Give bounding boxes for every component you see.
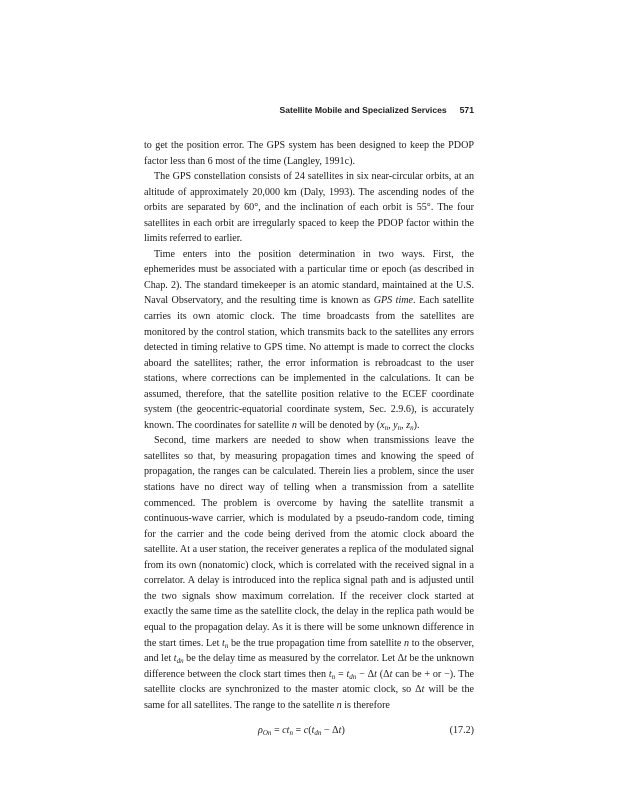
equation-formula: $\rho_{On} = ct_n = c(t_{dn} - \Delta t)$ xyxy=(258,725,345,738)
term-gps-time: GPS time xyxy=(373,295,414,307)
paragraph-time-markers: Second, time markers are needed to show when transmissions leave the satellites so that, by measuring propagation times and knowing the speed of propagation, the ranges can be calculated. Therein lies a problem, since the user stations have no direct way of telling when a transmission from a satellite commenced. The problem is overcome by having the satellite transmit a continuous-wave carrier, which is modulated by a pseudo-random code, timing for the carrier and the code being derived from the atomic clock aboard the satellite. At a user station, the receiver generates a replica of the modulated signal from its own (nonatomic) clock, which is correlated with the received signal in a correlator. A delay is introduced into the replica signal path and is adjusted until the two signals show maximum correlation. If the receiver clock started at exactly the same time as the satellite clock, the delay in the replica path would be equal to the propagation delay. As it is there will be some unknown difference in the start times. Let $t_n$ be the true propagation time from satellite n to the observer, and let $t_{dn}$ be the delay time as measured by the correlator. Let Δt be the unknown difference between the clock start times then $t_n = t_{dn} - \Delta t$ (Δt can be + or −). The satellite clocks are synchronized to the master atomic clock, so Δt will be the same for all satellites. The range to the satellite n is therefore xyxy=(144,435,475,711)
running-header xyxy=(144,104,474,117)
paragraph-time-determination: Time enters into the position determination in two ways. First, the ephemerides must be associated with a particular time or epoch (as described in Chap. 2). The standard timekeeper is an atomic standard, maintained at the U.S. Naval Observatory, and the resulting time is known as GPS time. Each satellite carries its own atomic clock. The time broadcasts from the satellites are monitored by the control station, which transmits back to the satellites any errors detected in timing relative to GPS time. No attempt is made to correct the clocks aboard the satellites; rather, the error information is rebroadcast to the user stations, where corrections can be implemented in the calculations. It can be assumed, therefore, that the satellite position relative to the ECEF coordinate system (the geocentric-equatorial coordinate system, Sec. 2.9.6), is accurately known. The coordinates for satellite n will be denoted by ($x_n$, $y_n$, $z_n$). xyxy=(144,248,474,432)
book-page xyxy=(144,104,474,739)
running-title: Satellite Mobile and Specialized Services xyxy=(279,105,447,115)
page-number: 571 xyxy=(459,105,474,115)
paragraph-gps-constellation: The GPS constellation consists of 24 satellites in six near-circular orbits, at an altitude of approximately 20,000 km (Daly, 1993). The ascending nodes of the orbits are separated by 60°, and the inclination of each orbit is 55°. The four satellites in each orbit are irregularly spaced to keep the PDOP factor within the limits referred to earlier. xyxy=(144,171,474,245)
equation-17-2 xyxy=(144,723,474,739)
paragraph-continuation: to get the position error. The GPS system has been designed to keep the PDOP factor less than 6 most of the time (Langley, 1991c). xyxy=(144,140,474,167)
body-text xyxy=(144,138,474,713)
equation-number: (17.2) xyxy=(449,725,474,737)
